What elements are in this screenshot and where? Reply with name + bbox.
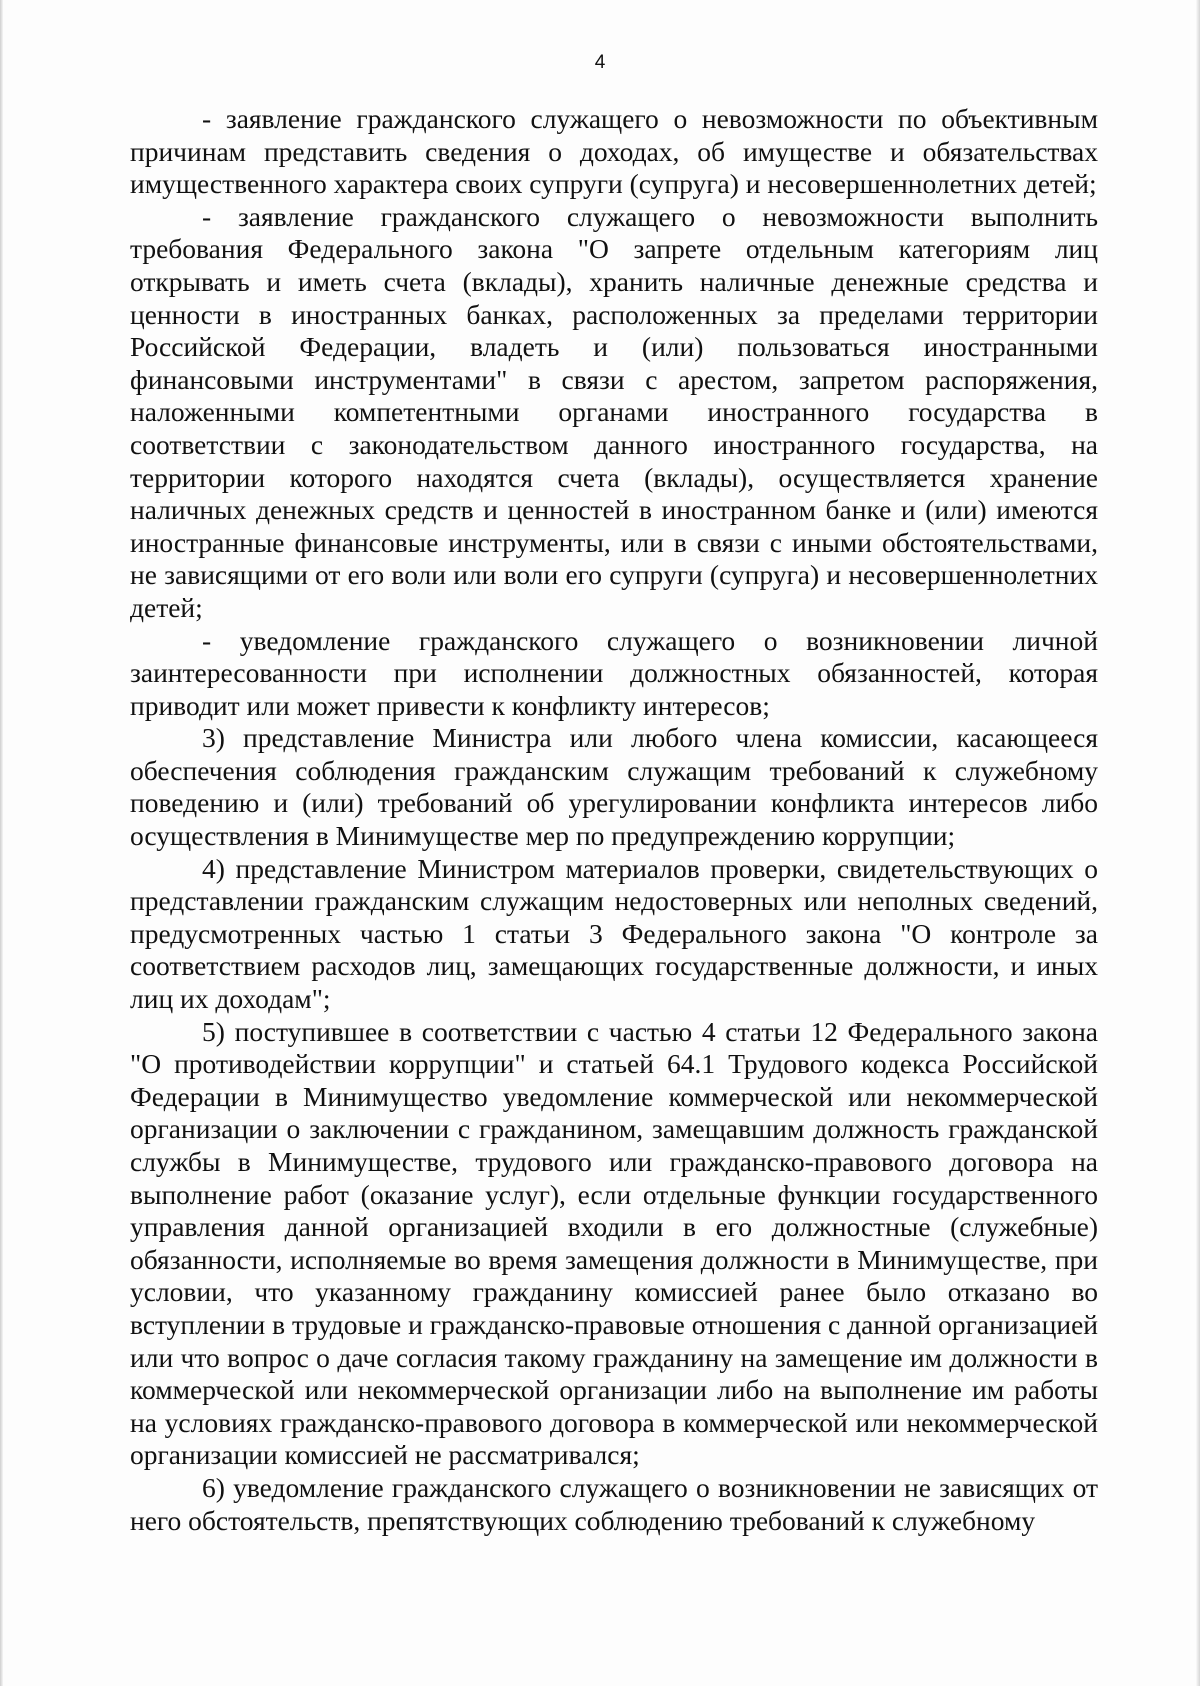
paragraph: 3) представление Министра или любого члена комиссии, касающееся обеспечения соблюдения гражданским служащим требований к служебному поведению и (или) требований об урегулировании конфликта интересов либо осуществления в Минимуществе мер по предупреждению коррупции; [130,722,1098,852]
paragraph: 5) поступившее в соответствии с частью 4 статьи 12 Федерального закона "О противодействии коррупции" и статьей 64.1 Трудового кодекса Российской Федерации в Минимущество уведомление коммерческой или некоммерческой организации о заключении с гражданином, замещавшим должность гражданской службы в Минимуществе, трудового или гражданско-правового договора на выполнение работ (оказание услуг), если отдельные функции государственного управления данной организацией входили в его должностные (служебные) обязанности, исполняемые во время замещения должности в Минимуществе, при условии, что указанному гражданину комиссией ранее было отказано во вступлении в трудовые и гражданско-правовые отношения с данной организацией или что вопрос о даче согласия такому гражданину на замещение им должности в коммерческой или некоммерческой организации либо на выполнение им работы на условиях гражданско-правового договора в коммерческой или некоммерческой организации комиссией не рассматривался; [130,1015,1098,1471]
scan-edge-left [0,0,3,1686]
paragraph: - заявление гражданского служащего о невозможности выполнить требования Федерального закона "О запрете отдельным категориям лиц открывать и иметь счета (вклады), хранить наличные денежные средства и ценности в иностранных банках, расположенных за пределами территории Российской Федерации, владеть и (или) пользоваться иностранными финансовыми инструментами" в связи с арестом, запретом распоряжения, наложенными компетентными органами иностранного государства в соответствии с законодательством данного иностранного государства, на территории которого находятся счета (вклады), осуществляется хранение наличных денежных средств и ценностей в иностранном банке и (или) имеются иностранные финансовые инструменты, или в связи с иными обстоятельствами, не зависящими от его воли или воли его супруги (супруга) и несовершеннолетних детей; [130,200,1098,623]
paragraph: 6) уведомление гражданского служащего о возникновении не зависящих от него обстоятельств, препятствующих соблюдению требований к служебному [130,1471,1098,1536]
paragraph: - заявление гражданского служащего о невозможности по объективным причинам представить сведения о доходах, об имуществе и обязательствах имущественного характера своих супруги (супруга) и несовершеннолетних детей; [130,103,1098,200]
page-number: 4 [594,52,606,73]
scan-edge-right [1196,0,1200,1686]
document-body [130,103,1098,1537]
paragraph: - уведомление гражданского служащего о возникновении личной заинтересованности при исполнении должностных обязанностей, которая приводит или может привести к конфликту интересов; [130,624,1098,721]
paragraph: 4) представление Министром материалов проверки, свидетельствующих о представлении гражданским служащим недостоверных или неполных сведений, предусмотренных частью 1 статьи 3 Федерального закона "О контроле за соответствием расходов лиц, замещающих государственные должности, и иных лиц их доходам"; [130,852,1098,1015]
